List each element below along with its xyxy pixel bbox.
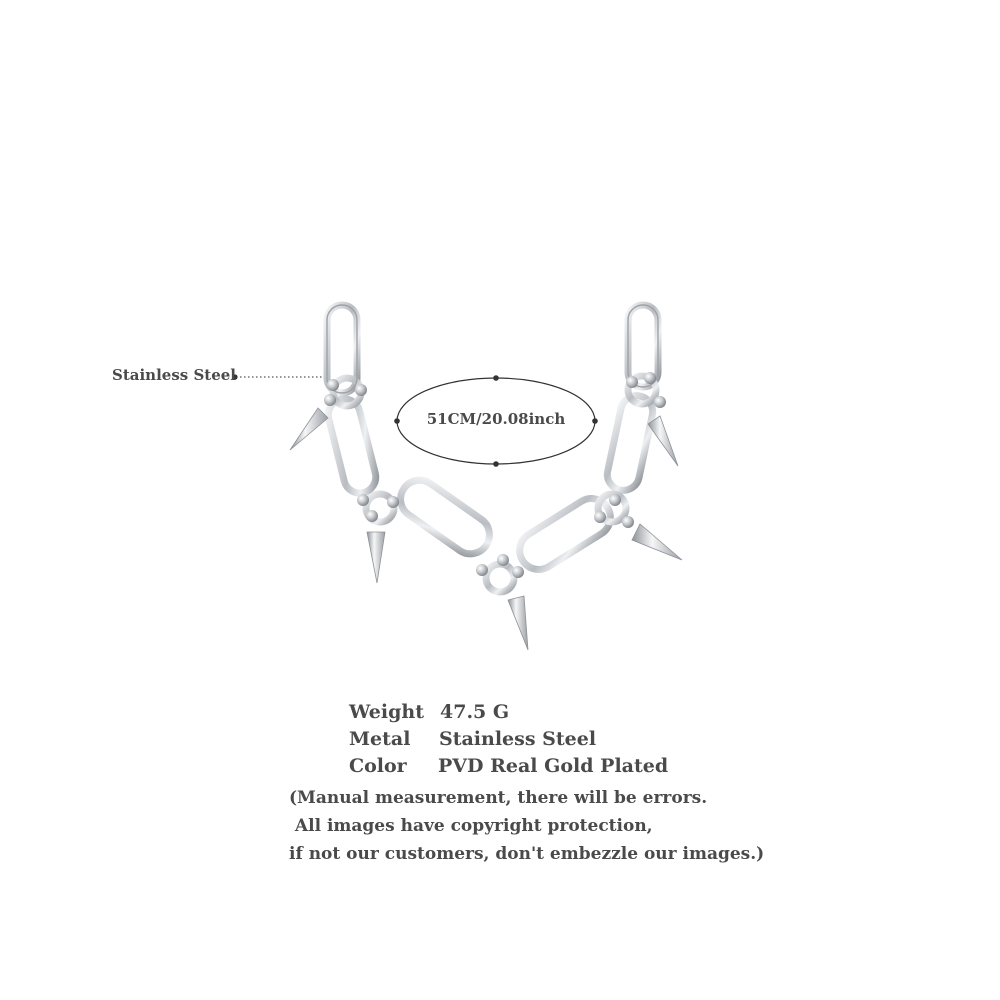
spike-pendant bbox=[367, 532, 385, 583]
spike-pendant bbox=[290, 408, 328, 450]
spec-value: 47.5 G bbox=[440, 701, 510, 723]
spec-row-color bbox=[349, 755, 669, 777]
jump-ring bbox=[486, 564, 514, 592]
note-line: if not our customers, don't embezzle our images.) bbox=[289, 844, 765, 864]
spec-row-metal bbox=[349, 728, 597, 750]
chain-link bbox=[393, 473, 497, 561]
length-label: 51CM/20.08inch bbox=[426, 410, 566, 428]
spec-key: Color bbox=[349, 755, 407, 777]
note-line: All images have copyright protection, bbox=[289, 816, 653, 836]
chain-link bbox=[604, 393, 655, 494]
spec-row-weight bbox=[349, 701, 510, 723]
material-callout-label: Stainless Steel bbox=[112, 366, 236, 384]
chain-link bbox=[325, 396, 379, 497]
note-line: (Manual measurement, there will be errors. bbox=[289, 788, 708, 808]
spec-key: Weight bbox=[349, 701, 424, 723]
spike-pendant bbox=[508, 596, 528, 650]
spike-pendant bbox=[648, 416, 678, 466]
spec-value: Stainless Steel bbox=[439, 728, 597, 750]
material-callout-line bbox=[232, 374, 328, 379]
spec-key: Metal bbox=[349, 728, 411, 750]
spec-value: PVD Real Gold Plated bbox=[438, 755, 669, 777]
spike-pendant bbox=[632, 524, 682, 560]
